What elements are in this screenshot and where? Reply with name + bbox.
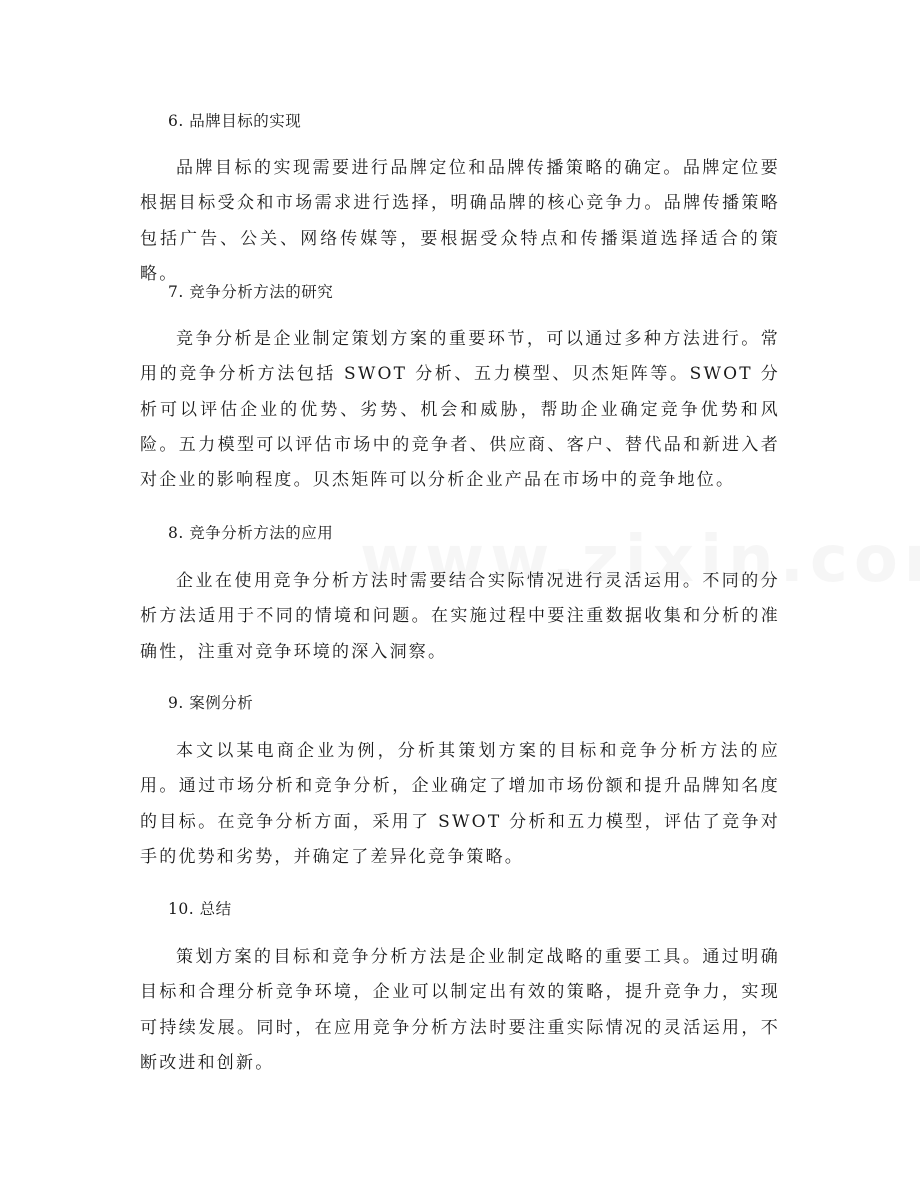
section-heading: 7. 竞争分析方法的研究: [168, 283, 334, 301]
section-paragraph: 品牌目标的实现需要进行品牌定位和品牌传播策略的确定。品牌定位要根据目标受众和市场需求进行选择，明确品牌的核心竞争力。品牌传播策略包括广告、公关、网络传媒等，要根据受众特点和传播渠道选择适合的策略。: [140, 158, 780, 284]
section-paragraph: 策划方案的目标和竞争分析方法是企业制定战略的重要工具。通过明确目标和合理分析竞争环境，企业可以制定出有效的策略，提升竞争力，实现可持续发展。同时，在应用竞争分析方法时要注重实际情况的灵活运用，不断改进和创新。: [140, 947, 780, 1073]
section-heading: 6. 品牌目标的实现: [168, 112, 302, 130]
section-paragraph: 本文以某电商企业为例，分析其策划方案的目标和竞争分析方法的应用。通过市场分析和竞争分析，企业确定了增加市场份额和提升品牌知名度的目标。在竞争分析方面，采用了 SWOT 分析和五力模型，评估了竞争对手的优势和劣势，并确定了差异化竞争策略。: [140, 741, 780, 867]
section-paragraph: 竞争分析是企业制定策划方案的重要环节，可以通过多种方法进行。常用的竞争分析方法包括 SWOT 分析、五力模型、贝杰矩阵等。SWOT 分析可以评估企业的优势、劣势、机会和威胁，帮助企业确定竞争优势和风险。五力模型可以评估市场中的竞争者、供应商、客户、替代品和新进入者对企业的影响程度。贝杰矩阵可以分析企业产品在市场中的竞争地位。: [140, 329, 780, 491]
section-heading: 8. 竞争分析方法的应用: [168, 524, 334, 542]
section-paragraph: 企业在使用竞争分析方法时需要结合实际情况进行灵活运用。不同的分析方法适用于不同的情境和问题。在实施过程中要注重数据收集和分析的准确性，注重对竞争环境的深入洞察。: [140, 571, 780, 662]
section-heading: 9. 案例分析: [168, 694, 254, 712]
section-heading: 10. 总结: [168, 900, 232, 918]
